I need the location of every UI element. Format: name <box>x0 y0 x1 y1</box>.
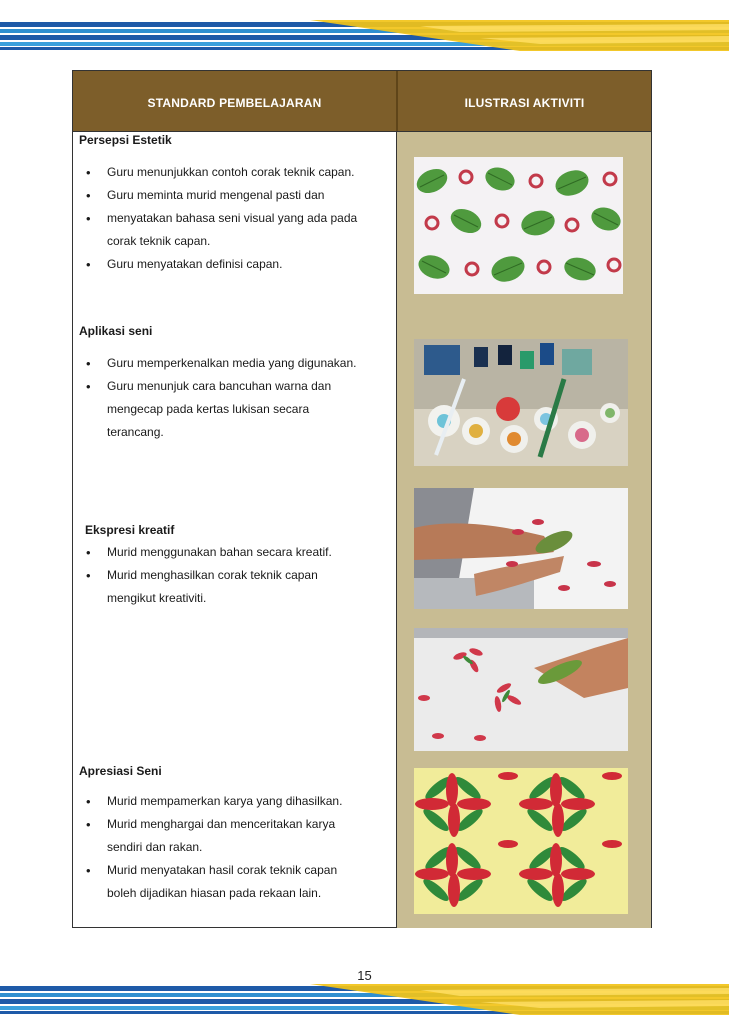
list-item: • Murid menghargai dan menceritakan karya <box>79 813 395 836</box>
list-item-continuation: corak teknik capan. <box>107 234 211 248</box>
section-title: Apresiasi Seni <box>79 764 162 778</box>
list-item: • Murid menghasilkan corak teknik capan <box>79 564 401 587</box>
leaf-print-pattern-image <box>414 157 623 294</box>
section-aplikasi-seni <box>79 324 395 444</box>
section-apresiasi-seni <box>79 764 395 905</box>
page-number: 15 <box>357 968 372 983</box>
list-item-continuation: mengecap pada kertas lukisan secara <box>107 402 310 416</box>
list-item-continuation: mengikut kreativiti. <box>107 591 207 605</box>
section-ekspresi-kreatif <box>85 523 401 610</box>
lesson-table <box>72 70 652 928</box>
section-list <box>79 352 395 444</box>
flower-stamping-image <box>414 628 628 751</box>
header-ilustrasi-aktiviti: ILUSTRASI AKTIVITI <box>464 96 585 110</box>
section-title: Persepsi Estetik <box>79 133 172 147</box>
list-item: • Guru menunjuk cara bancuhan warna dan <box>79 375 395 398</box>
finished-pattern-image <box>414 768 628 914</box>
section-title: Aplikasi seni <box>79 324 153 338</box>
header-standard-pembelajaran: STANDARD PEMBELAJARAN <box>147 96 322 110</box>
list-item-continuation: boleh dijadikan hiasan pada rekaan lain. <box>107 886 322 900</box>
list-item-continuation: sendiri dan rakan. <box>107 840 203 854</box>
list-item: • Murid menggunakan bahan secara kreatif. <box>79 541 401 564</box>
list-item: • menyatakan bahasa seni visual yang ada pada <box>79 207 395 230</box>
list-item-continuation: terancang. <box>107 425 164 439</box>
list-item: • Guru menunjukkan contoh corak teknik capan. <box>79 161 395 184</box>
section-list <box>79 541 401 610</box>
table-header <box>73 71 651 132</box>
section-list <box>79 790 395 905</box>
list-item: • Murid menyatakan hasil corak teknik capan <box>79 859 395 882</box>
section-list <box>79 161 395 276</box>
hands-stamping-image <box>414 488 628 609</box>
section-persepsi-estetik <box>79 133 395 276</box>
list-item: • Guru menyatakan definisi capan. <box>79 253 395 276</box>
section-title: Ekspresi kreatif <box>85 523 175 537</box>
paint-materials-image <box>414 339 628 466</box>
bottom-decorative-band <box>0 982 729 1016</box>
list-item: • Murid mempamerkan karya yang dihasilkan. <box>79 790 395 813</box>
top-decorative-band <box>0 18 729 52</box>
list-item: • Guru memperkenalkan media yang digunakan. <box>79 352 395 375</box>
list-item: • Guru meminta murid mengenal pasti dan <box>79 184 395 207</box>
